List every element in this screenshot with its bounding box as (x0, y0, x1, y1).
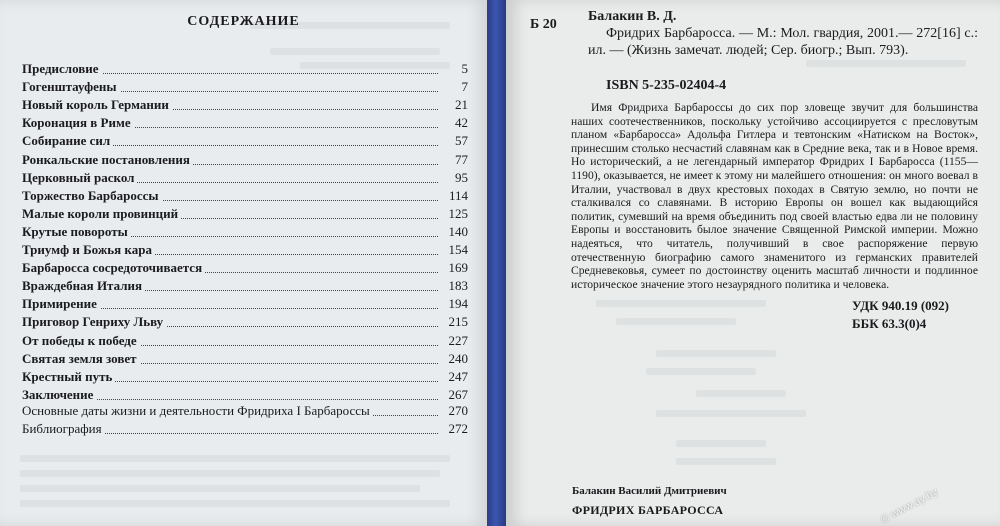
toc-entry-label: Триумф и Божья кара (22, 241, 155, 258)
toc-entry (22, 114, 468, 131)
toc-entry-label: Новый король Германии (22, 96, 172, 113)
toc-entry-label: Малые короли провинций (22, 205, 181, 222)
toc-entry-page: 42 (451, 114, 468, 131)
toc-entry-label: От победы к победе (22, 332, 140, 349)
toc-entry-page: 227 (445, 332, 469, 349)
toc-entry-page: 215 (445, 313, 469, 330)
toc-entry-page: 267 (445, 386, 469, 403)
toc-entry-page: 114 (445, 187, 468, 204)
toc-entry-page: 272 (445, 420, 469, 437)
toc-entry-label: Враждебная Италия (22, 277, 145, 294)
toc-entry (22, 187, 468, 204)
toc-entry-label: Коронация в Риме (22, 114, 134, 131)
toc-entry-page: 5 (458, 60, 469, 77)
annotation-paragraph: Имя Фридриха Барбароссы до сих пор зловеще звучит для большинства наших соотечественников, поскольку устойчиво ассоциируется с пресловутым планом «Барбаросса» Адольфа Гитлера и тевтонским «Натиском на Восток», принесшим столько несчастий славянам как в Средние века, так и в Новое время. Но исторический, а не легендарный император Фридрих I Барбаросса (1155—1190), оказывается, не имеет к этому ни малейшего отношения: он много воевал в Италии, участвовал в двух крестовых походах в Святую землю, но почти не сталкивался со славянами. В историю Европы он вошел как выдающийся политик, сумевший на время объединить под своей властью едва ли не половину Европы и восстановить былое значение Священной Римской империи. Можно надеяться, что читатель, получивший в свое распоряжение первую отечественную биографию самого знаменитого из германских правителей Средневековья, сумеет по достоинству оценить масштаб личности и подлинное историческое значение этого незаурядного политика и человека. (571, 101, 978, 291)
watermark: © www.ay.by (878, 485, 941, 526)
toc-entry-label: Заключение (22, 386, 96, 403)
toc-entry-page: 154 (445, 241, 469, 258)
author-heading: Балакин В. Д. (588, 9, 677, 24)
toc-entry-label: Примирение (22, 295, 100, 312)
toc-entry-page: 169 (445, 259, 469, 276)
toc-entry-label: Барбаросса сосредоточивается (22, 259, 205, 276)
left-page (0, 0, 487, 526)
toc-entry (22, 132, 468, 149)
toc-entry-label: Торжество Барбароссы (22, 187, 162, 204)
toc-entry (22, 78, 468, 95)
toc-entry (22, 350, 468, 367)
udk-code: УДК 940.19 (092) (852, 298, 950, 313)
bibliographic-description: Фридрих Барбаросса. — М.: Мол. гвардия, 2001.— 272[16] с.: ил. — (Жизнь замечат. людей; Сер. биогр.; Вып. 793). (588, 26, 978, 58)
toc-title: СОДЕРЖАНИЕ (187, 14, 300, 29)
book-spine (487, 0, 506, 526)
toc-entry-page: 140 (445, 223, 469, 240)
toc-entry (22, 313, 468, 330)
toc-entry (22, 420, 468, 437)
toc-entry-label: Крутые повороты (22, 223, 131, 240)
toc-entry (22, 402, 468, 419)
toc-entry-page: 125 (445, 205, 469, 222)
toc-entry (22, 277, 468, 294)
bbk-code: ББК 63.3(0)4 (852, 316, 927, 331)
toc-entry (22, 151, 468, 168)
toc-entry (22, 295, 468, 312)
toc-entry (22, 60, 468, 77)
isbn: ISBN 5-235-02404-4 (606, 78, 727, 93)
toc-entry-page: 21 (451, 96, 468, 113)
toc-entry-label: Ронкальские постановления (22, 151, 193, 168)
toc-entry-page: 57 (451, 132, 468, 149)
toc-entry-label: Собирание сил (22, 132, 113, 149)
toc-entry-page: 95 (451, 169, 468, 186)
toc-entry-label: Основные даты жизни и деятельности Фридриха I Барбароссы (22, 402, 373, 419)
toc-entry (22, 205, 468, 222)
book-title: ФРИДРИХ БАРБАРОССА (572, 503, 724, 517)
toc-entry-page: 270 (445, 402, 469, 419)
toc-entry-label: Церковный раскол (22, 169, 137, 186)
toc-entry (22, 332, 468, 349)
toc-entry-label: Библиография (22, 420, 105, 437)
toc-entry (22, 223, 468, 240)
toc-entry (22, 241, 468, 258)
toc-entry-page: 247 (445, 368, 469, 385)
toc-entry (22, 386, 468, 403)
toc-entry-page: 183 (445, 277, 469, 294)
toc-entry (22, 169, 468, 186)
toc-entry-label: Гогенштауфены (22, 78, 120, 95)
toc-entry-page: 194 (445, 295, 469, 312)
toc-entry-label: Предисловие (22, 60, 102, 77)
toc-entry (22, 368, 468, 385)
full-author-name: Балакин Василий Дмитриевич (572, 485, 727, 497)
toc-entry-page: 7 (458, 78, 469, 95)
classification-code: Б 20 (530, 17, 557, 32)
toc-entry-label: Приговор Генриху Льву (22, 313, 166, 330)
toc-entry (22, 259, 468, 276)
toc-entry-label: Крестный путь (22, 368, 115, 385)
toc-entry (22, 96, 468, 113)
toc-entry-page: 240 (445, 350, 469, 367)
toc-entry-page: 77 (451, 151, 468, 168)
toc-entry-label: Святая земля зовет (22, 350, 140, 367)
